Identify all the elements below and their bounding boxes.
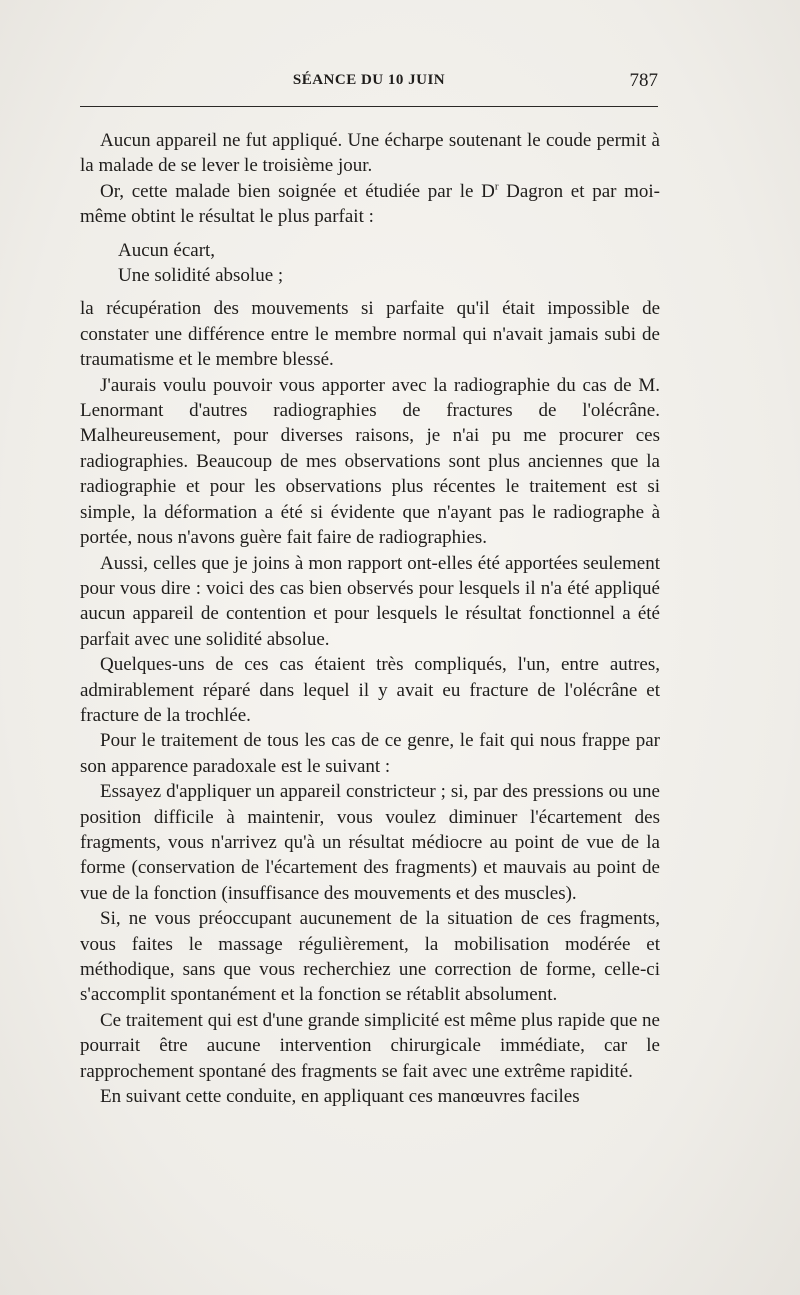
- text-span: Dagron et par moi-même obtint le résultat le plus parfait :: [80, 180, 661, 228]
- paragraph: Pour le traitement de tous les cas de ce genre, le fait qui nous frappe par son apparence paradoxale est le suivant :: [80, 730, 660, 777]
- paragraph: Ce traitement qui est d'une grande simplicité est même plus rapide que ne pourrait être aucune intervention chirurgicale immédiate, car le rapprochement spontané des fragments se fait avec une extrême rapidité.: [80, 1009, 660, 1082]
- body-text: [80, 128, 660, 1109]
- paragraph: [80, 179, 660, 230]
- page-number: 787: [629, 70, 658, 91]
- paragraph: Aucun appareil ne fut appliqué. Une écharpe soutenant le coude permit à la malade de se lever le troisième jour.: [80, 130, 660, 177]
- running-head: SÉANCE DU 10 JUIN: [292, 72, 446, 88]
- header-rule: [80, 106, 658, 107]
- list-item: Aucun écart,: [118, 239, 216, 261]
- paragraph: Essayez d'appliquer un appareil constricteur ; si, par des pressions ou une position difficile à maintenir, vous voulez diminuer l'écartement des fragments, vous n'arrivez qu'à un résultat médiocre au point de vue de la forme (conservation de l'écartement des fragments) et mauvais au point de vue de la fonction (insuffisance des mouvements et des muscles).: [80, 781, 660, 904]
- superscript: r: [494, 180, 499, 193]
- paragraph: Si, ne vous préoccupant aucunement de la situation de ces fragments, vous faites le massage régulièrement, la mobilisation modérée et méthodique, sans que vous recherchiez une correction de forme, celle-ci s'accomplit spontanément et la fonction se rétablit absolument.: [80, 908, 660, 1006]
- paragraph: En suivant cette conduite, en appliquant ces manœuvres faciles: [100, 1086, 580, 1108]
- list-item: Une solidité absolue ;: [118, 265, 284, 287]
- text-span: Or, cette malade bien soignée et étudiée par le D: [100, 180, 495, 202]
- paragraph: Aussi, celles que je joins à mon rapport ont-elles été apportées seulement pour vous dire : voici des cas bien observés pour lesquels il n'a été appliqué aucun appareil de contention et pour lesquels le résultat fonctionnel a été parfait avec une solidité absolue.: [80, 552, 660, 650]
- paragraph: Quelques-uns de ces cas étaient très compliqués, l'un, entre autres, admirablement réparé dans lequel il y avait eu fracture de l'olécrâne et fracture de la trochlée.: [80, 654, 660, 726]
- result-list: [118, 238, 660, 289]
- paragraph: J'aurais voulu pouvoir vous apporter avec la radiographie du cas de M. Lenormant d'autres radiographies de fractures de l'olécrâne. Malheureusement, pour diverses raisons, je n'ai pu me procurer ces radiographies. Beaucoup de mes observations sont plus anciennes que la radiographie et pour les observations plus récentes le traitement est si simple, la déformation a été si évidente que n'ayant pas le radiographe à portée, nous n'avons guère fait faire de radiographies.: [80, 374, 660, 549]
- page-header: [80, 66, 658, 100]
- paragraph: la récupération des mouvements si parfaite qu'il était impossible de constater une différence entre le membre normal qui n'avait jamais subi de traumatisme et le membre blessé.: [80, 298, 660, 371]
